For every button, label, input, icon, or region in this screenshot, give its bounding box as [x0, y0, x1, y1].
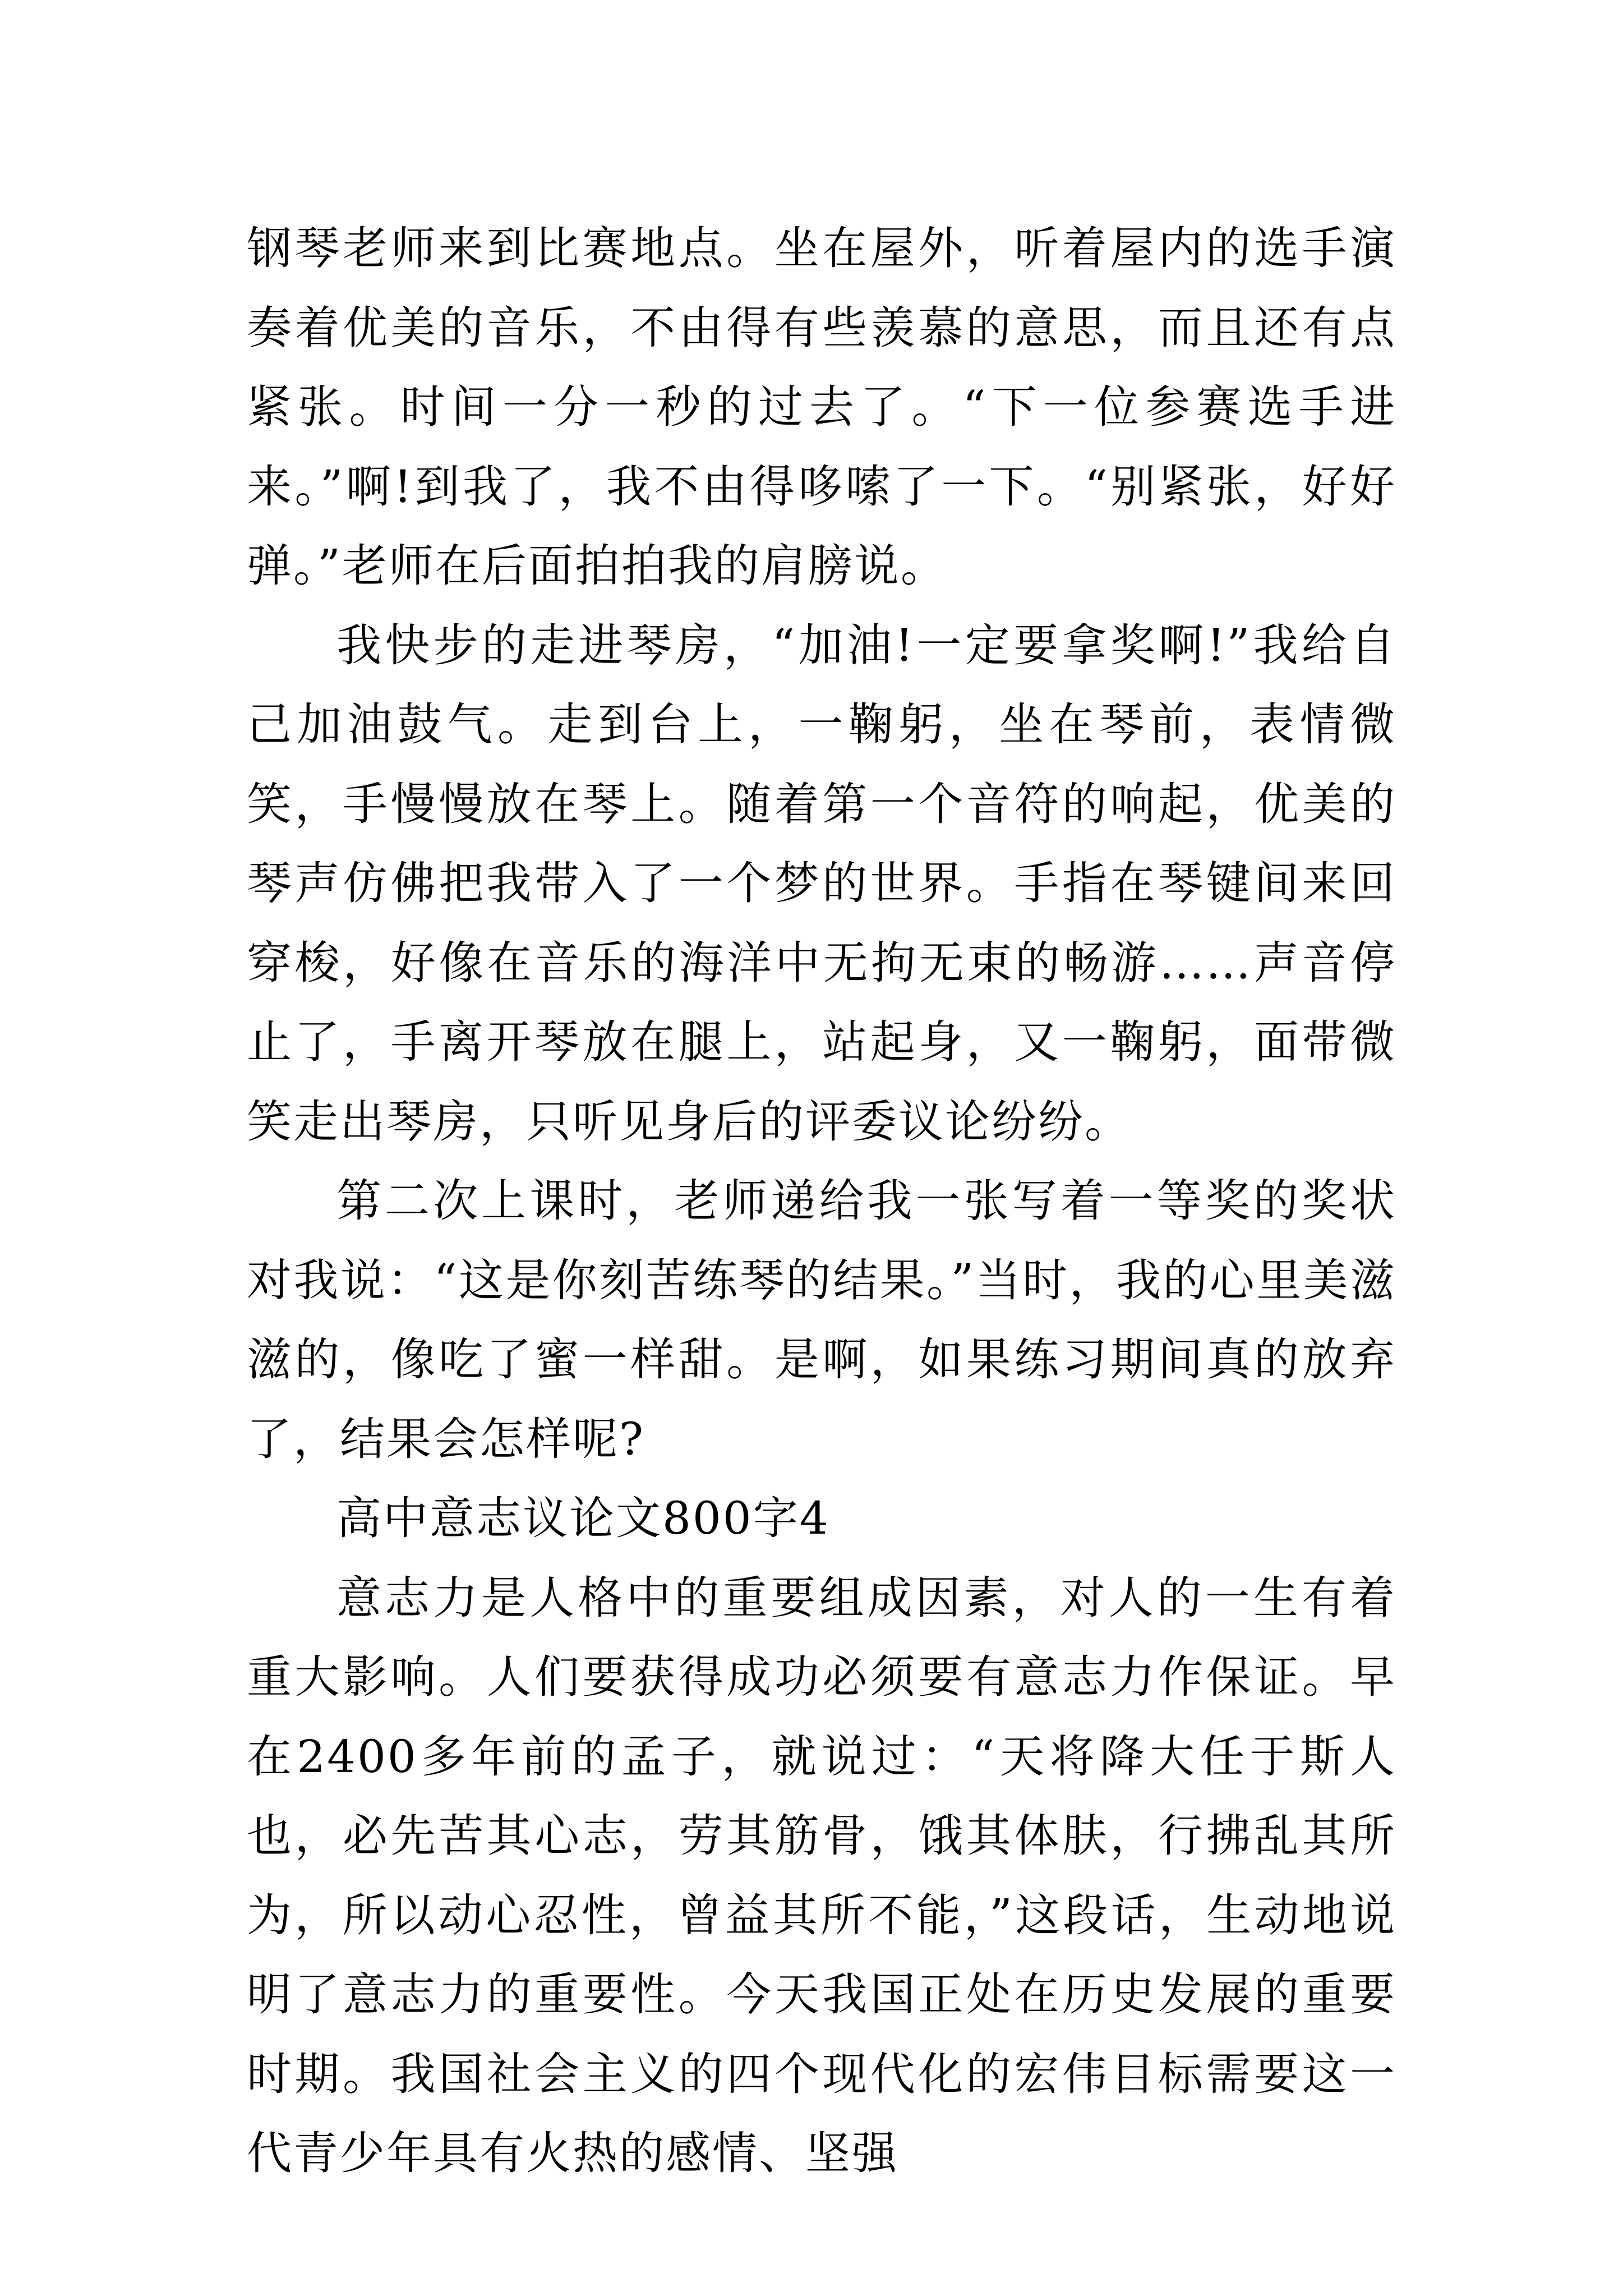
paragraph-piano-room: 我快步的走进琴房，“加油!一定要拿奖啊!”我给自己加油鼓气。走到台上，一鞠躬，坐在琴前，表情微笑，手慢慢放在琴上。随着第一个音符的响起，优美的琴声仿佛把我带入了一个梦的世界。手指在琴键间来回穿梭，好像在音乐的海洋中无拘无束的畅游……声音停止了，手离开琴放在腿上，站起身，又一鞠躬，面带微笑走出琴房，只听见身后的评委议论纷纷。: [247, 619, 1396, 1148]
section-heading: 高中意志议论文800字4: [336, 1492, 830, 1544]
paragraph-second-lesson: 第二次上课时，老师递给我一张写着一等奖的奖状对我说：“这是你刻苦练琴的结果。”当时，我的心里美滋滋的，像吃了蜜一样甜。是啊，如果练习期间真的放弃了，结果会怎样呢?: [247, 1175, 1396, 1465]
paragraph-piano-teacher: 钢琴老师来到比赛地点。坐在屋外，听着屋内的选手演奏着优美的音乐，不由得有些羡慕的意思，而且还有点紧张。时间一分一秒的过去了。“下一位参赛选手进来。”啊!到我了，我不由得哆嗦了一下。“别紧张，好好弹。”老师在后面拍拍我的肩膀说。: [247, 222, 1396, 592]
paragraph-willpower: 意志力是人格中的重要组成因素，对人的一生有着重大影响。人们要获得成功必须要有意志力作保证。早在2400多年前的孟子，就说过：“天将降大任于斯人也，必先苦其心志，劳其筋骨，饿其体肤，行拂乱其所为，所以动心忍性，曾益其所不能，”这段话，生动地说明了意志力的重要性。今天我国正处在历史发展的重要时期。我国社会主义的四个现代化的宏伟目标需要这一代青少年具有火热的感情、坚强: [247, 1571, 1396, 2179]
document-page: [247, 209, 1396, 2193]
